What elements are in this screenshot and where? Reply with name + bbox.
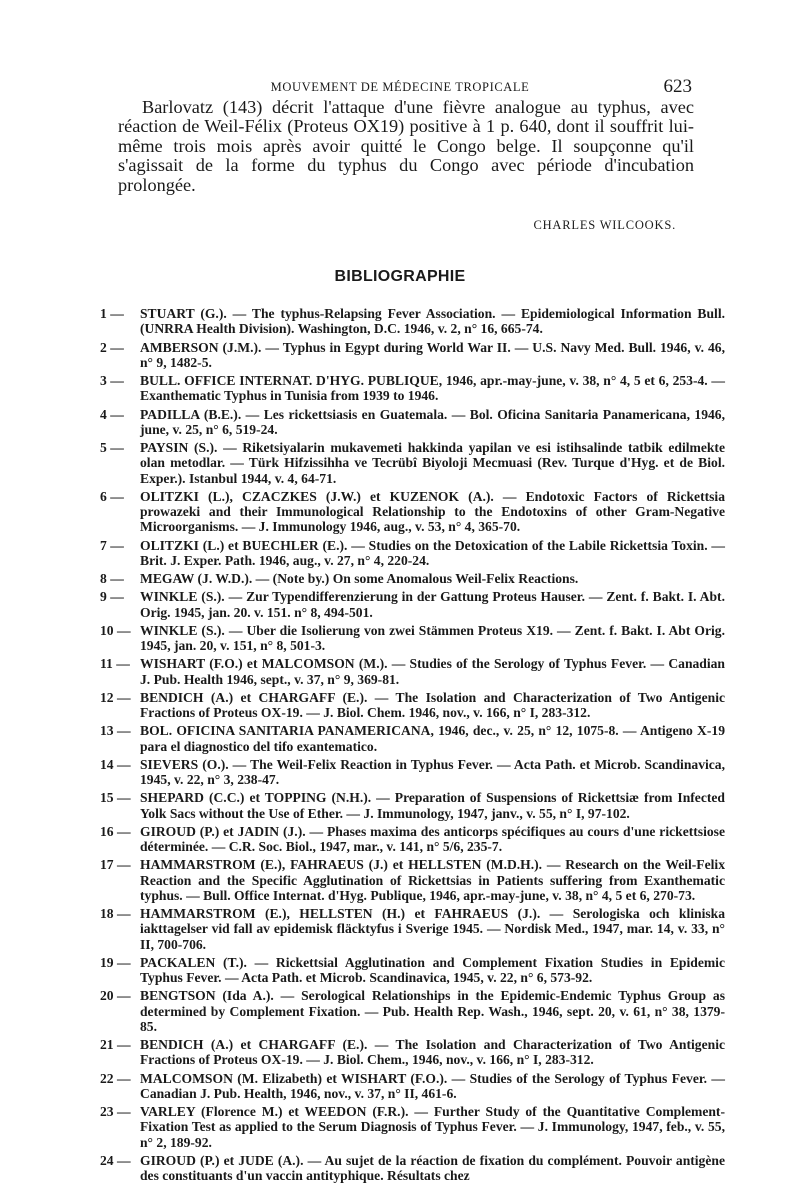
- reference-number: 14 —: [100, 756, 131, 772]
- reference-number: 2 —: [100, 339, 124, 355]
- reference-entry: [100, 1153, 725, 1184]
- reference-number: 12 —: [100, 689, 131, 705]
- reference-entry: [100, 656, 725, 687]
- reference-entry: [100, 988, 725, 1034]
- reference-number: 18 —: [100, 906, 131, 921]
- reference-entry: [100, 623, 725, 654]
- reference-number: 17 —: [100, 857, 131, 873]
- reference-entry: [100, 955, 725, 986]
- reference-number: 19 —: [100, 954, 131, 970]
- reference-text: MEGAW (J. W.D.). — (Note by.) On some Anomalous Weil-Felix Reactions.: [140, 571, 579, 586]
- reference-number: 6 —: [100, 488, 124, 504]
- reference-entry: [100, 571, 725, 586]
- reference-entry: [100, 757, 725, 788]
- reference-entry: [100, 373, 725, 404]
- reference-text: WINKLE (S.). — Zur Typendifferenzierung in der Gattung Proteus Hauser. — Zent. f. Bakt. I. Abt. Orig. 1945, jan. 20. v. 151. n° 8, 494-501.: [140, 589, 725, 620]
- reference-text: VARLEY (Florence M.) et WEEDON (F.R.). — Further Study of the Quantitative Complement-Fixation Test as applied to the Serum Diagnosis of Typhus Fever. — J. Immunology, 1947, feb., v. 55, n° 2, 189-92.: [140, 1104, 725, 1150]
- reference-entry: [100, 407, 725, 438]
- running-head: MOUVEMENT DE MÉDECINE TROPICALE: [270, 80, 530, 94]
- reference-text: OLITZKI (L.), CZACZKES (J.W.) et KUZENOK (A.). — Endotoxic Factors of Rickettsia prowazeki and their Immunological Relationship to the Endotoxins of other Gram-Negative Microorganisms. — J. Immunology 1946, aug., v. 53, n° 4, 365-70.: [140, 488, 725, 535]
- reference-list: [100, 306, 725, 1186]
- reference-entry: [100, 306, 725, 337]
- reference-text: BOL. OFICINA SANITARIA PANAMERICANA, 1946, dec., v. 25, n° 12, 1075-8. — Antigeno X-19 para el diagnostico del tifo exantematico.: [140, 723, 725, 754]
- reference-text: BENDICH (A.) et CHARGAFF (E.). — The Isolation and Characterization of Two Antigenic Fractions of Proteus OX-19. — J. Biol. Chem. 1946, nov., v. 166, n° I, 283-312.: [140, 689, 725, 720]
- reference-text: OLITZKI (L.) et BUECHLER (E.). — Studies on the Detoxication of the Labile Rickettsia Toxin. — Brit. J. Exper. Path. 1946, aug., v. 27, n° 4, 220-24.: [140, 537, 725, 568]
- reference-number: 7 —: [100, 537, 124, 553]
- reference-entry: [100, 790, 725, 821]
- reference-number: 8 —: [100, 571, 124, 586]
- reference-entry: [100, 824, 725, 855]
- reference-text: WISHART (F.O.) et MALCOMSON (M.). — Studies of the Serology of Typhus Fever. — Canadian J. Pub. Health 1946, sept., v. 37, n° 9, 369-81.: [140, 656, 725, 687]
- reference-text: STUART (G.). — The typhus-Relapsing Fever Association. — Epidemiological Information Bull. (UNRRA Health Division). Washington, D.C. 1946, v. 2, n° 16, 665-74.: [140, 306, 725, 337]
- reference-entry: [100, 340, 725, 371]
- reference-number: 5 —: [100, 440, 124, 455]
- intro-paragraph: Barlovatz (143) décrit l'attaque d'une fièvre analogue au typhus, avec réaction de Weil-Félix (Proteus OX19) positive à 1 p. 640, dont il souffrit lui-même trois mois après avoir quitté le Congo belge. Il soupçonne qu'il s'agissait de la forme du typhus du Congo avec période d'incubation prolongée.: [118, 97, 694, 195]
- reference-number: 1 —: [100, 306, 124, 321]
- reference-number: 13 —: [100, 723, 131, 739]
- reference-entry: [100, 1037, 725, 1068]
- reference-number: 22 —: [100, 1070, 131, 1086]
- reference-text: WINKLE (S.). — Uber die Isolierung von zwei Stämmen Proteus X19. — Zent. f. Bakt. I. Abt Orig. 1945, jan. 20, v. 151, n° 8, 501-3.: [140, 622, 725, 653]
- reference-text: PACKALEN (T.). — Rickettsial Agglutination and Complement Fixation Studies in Epidemic Typhus Fever. — Acta Path. et Microb. Scandinavica, 1945, v. 22, n° 6, 573-92.: [140, 954, 725, 985]
- reference-text: MALCOMSON (M. Elizabeth) et WISHART (F.O.). — Studies of the Serology of Typhus Fever. — Canadian J. Pub. Health, 1946, nov., v. 37, n° II, 461-6.: [140, 1070, 725, 1101]
- page-number: 623: [663, 76, 692, 97]
- bibliography-heading: BIBLIOGRAPHIE: [334, 268, 466, 285]
- reference-number: 4 —: [100, 406, 124, 422]
- reference-number: 15 —: [100, 790, 131, 806]
- reference-number: 21 —: [100, 1037, 131, 1052]
- reference-number: 23 —: [100, 1104, 131, 1119]
- reference-entry: [100, 857, 725, 903]
- reference-entry: [100, 723, 725, 754]
- reference-entry: [100, 690, 725, 721]
- reference-entry: [100, 906, 725, 952]
- reference-entry: [100, 589, 725, 620]
- reference-text: AMBERSON (J.M.). — Typhus in Egypt during World War II. — U.S. Navy Med. Bull. 1946, v. 46, n° 9, 1482-5.: [140, 339, 725, 370]
- reference-entry: [100, 1071, 725, 1102]
- reference-number: 20 —: [100, 988, 131, 1004]
- reference-number: 16 —: [100, 823, 131, 839]
- reference-text: HAMMARSTROM (E.), FAHRAEUS (J.) et HELLSTEN (M.D.H.). — Research on the Weil-Felix Reaction and the Specific Agglutination of Rickettsias in Patients suffering from Exanthematic typhus. — Bull. Office Internat. d'Hyg. Publique, 1946, apr.-may-june, v. 38, n° 4, 5 et 6, 270-73.: [140, 857, 725, 903]
- reference-text: GIROUD (P.) et JUDE (A.). — Au sujet de la réaction de fixation du complément. Pouvoir antigène des constituants d'un vaccin antityphique. Résultats chez: [140, 1152, 725, 1183]
- reference-text: GIROUD (P.) et JADIN (J.). — Phases maxima des anticorps spécifiques au cours d'une rickettsiose déterminée. — C.R. Soc. Biol., 1947, mar., v. 141, n° 5/6, 235-7.: [140, 823, 725, 854]
- reference-number: 11 —: [100, 656, 130, 672]
- reference-number: 9 —: [100, 589, 124, 605]
- reference-text: BENDICH (A.) et CHARGAFF (E.). — The Isolation and Characterization of Two Antigenic Fractions of Proteus OX-19. — J. Biol. Chem., 1946, nov., v. 166, n° I, 283-312.: [140, 1037, 725, 1068]
- reference-entry: [100, 489, 725, 535]
- reference-number: 3 —: [100, 373, 124, 388]
- reference-entry: [100, 538, 725, 569]
- reference-text: SHEPARD (C.C.) et TOPPING (N.H.). — Preparation of Suspensions of Rickettsiæ from Infected Yolk Sacs without the Use of Ether. — J. Immunology, 1947, janv., v. 55, n° I, 97-102.: [140, 790, 725, 821]
- reference-number: 24 —: [100, 1152, 131, 1168]
- reference-text: SIEVERS (O.). — The Weil-Felix Reaction in Typhus Fever. — Acta Path. et Microb. Scandinavica, 1945, v. 22, n° 3, 238-47.: [140, 756, 725, 787]
- reference-entry: [100, 440, 725, 486]
- reference-text: PADILLA (B.E.). — Les rickettsiasis en Guatemala. — Bol. Oficina Sanitaria Panamericana, 1946, june, v. 25, n° 6, 519-24.: [140, 406, 725, 437]
- reference-entry: [100, 1104, 725, 1150]
- reference-number: 10 —: [100, 622, 131, 638]
- reference-text: BULL. OFFICE INTERNAT. D'HYG. PUBLIQUE, 1946, apr.-may-june, v. 38, n° 4, 5 et 6, 253-4. — Exanthematic Typhus in Tunisia from 1939 to 1946.: [140, 373, 725, 404]
- reference-text: PAYSIN (S.). — Riketsiyalarin mukavemeti hakkinda yapilan ve esi istihsalinde tatbik edilmekte olan metodlar. — Türk Hifzissihha ve Tecrübî Biyoloji Mecmuasi (Rev. Turque d'Hyg. et de Biol. Exper.). Istanbul 1944, v. 4, 64-71.: [140, 440, 725, 486]
- reference-text: HAMMARSTROM (E.), HELLSTEN (H.) et FAHRAEUS (J.). — Serologiska och kliniska iakttagelser vid fall av epidemisk fläcktyfus i Sverige 1945. — Nordisk Med., 1947, mar. 14, v. 33, n° II, 700-706.: [140, 906, 725, 952]
- reference-text: BENGTSON (Ida A.). — Serological Relationships in the Epidemic-Endemic Typhus Group as determined by Complement Fixation. — Pub. Health Rep. Wash., 1946, sept. 20, v. 61, n° 38, 1379-85.: [140, 988, 725, 1034]
- author-signature: CHARLES WILCOOKS.: [533, 218, 676, 232]
